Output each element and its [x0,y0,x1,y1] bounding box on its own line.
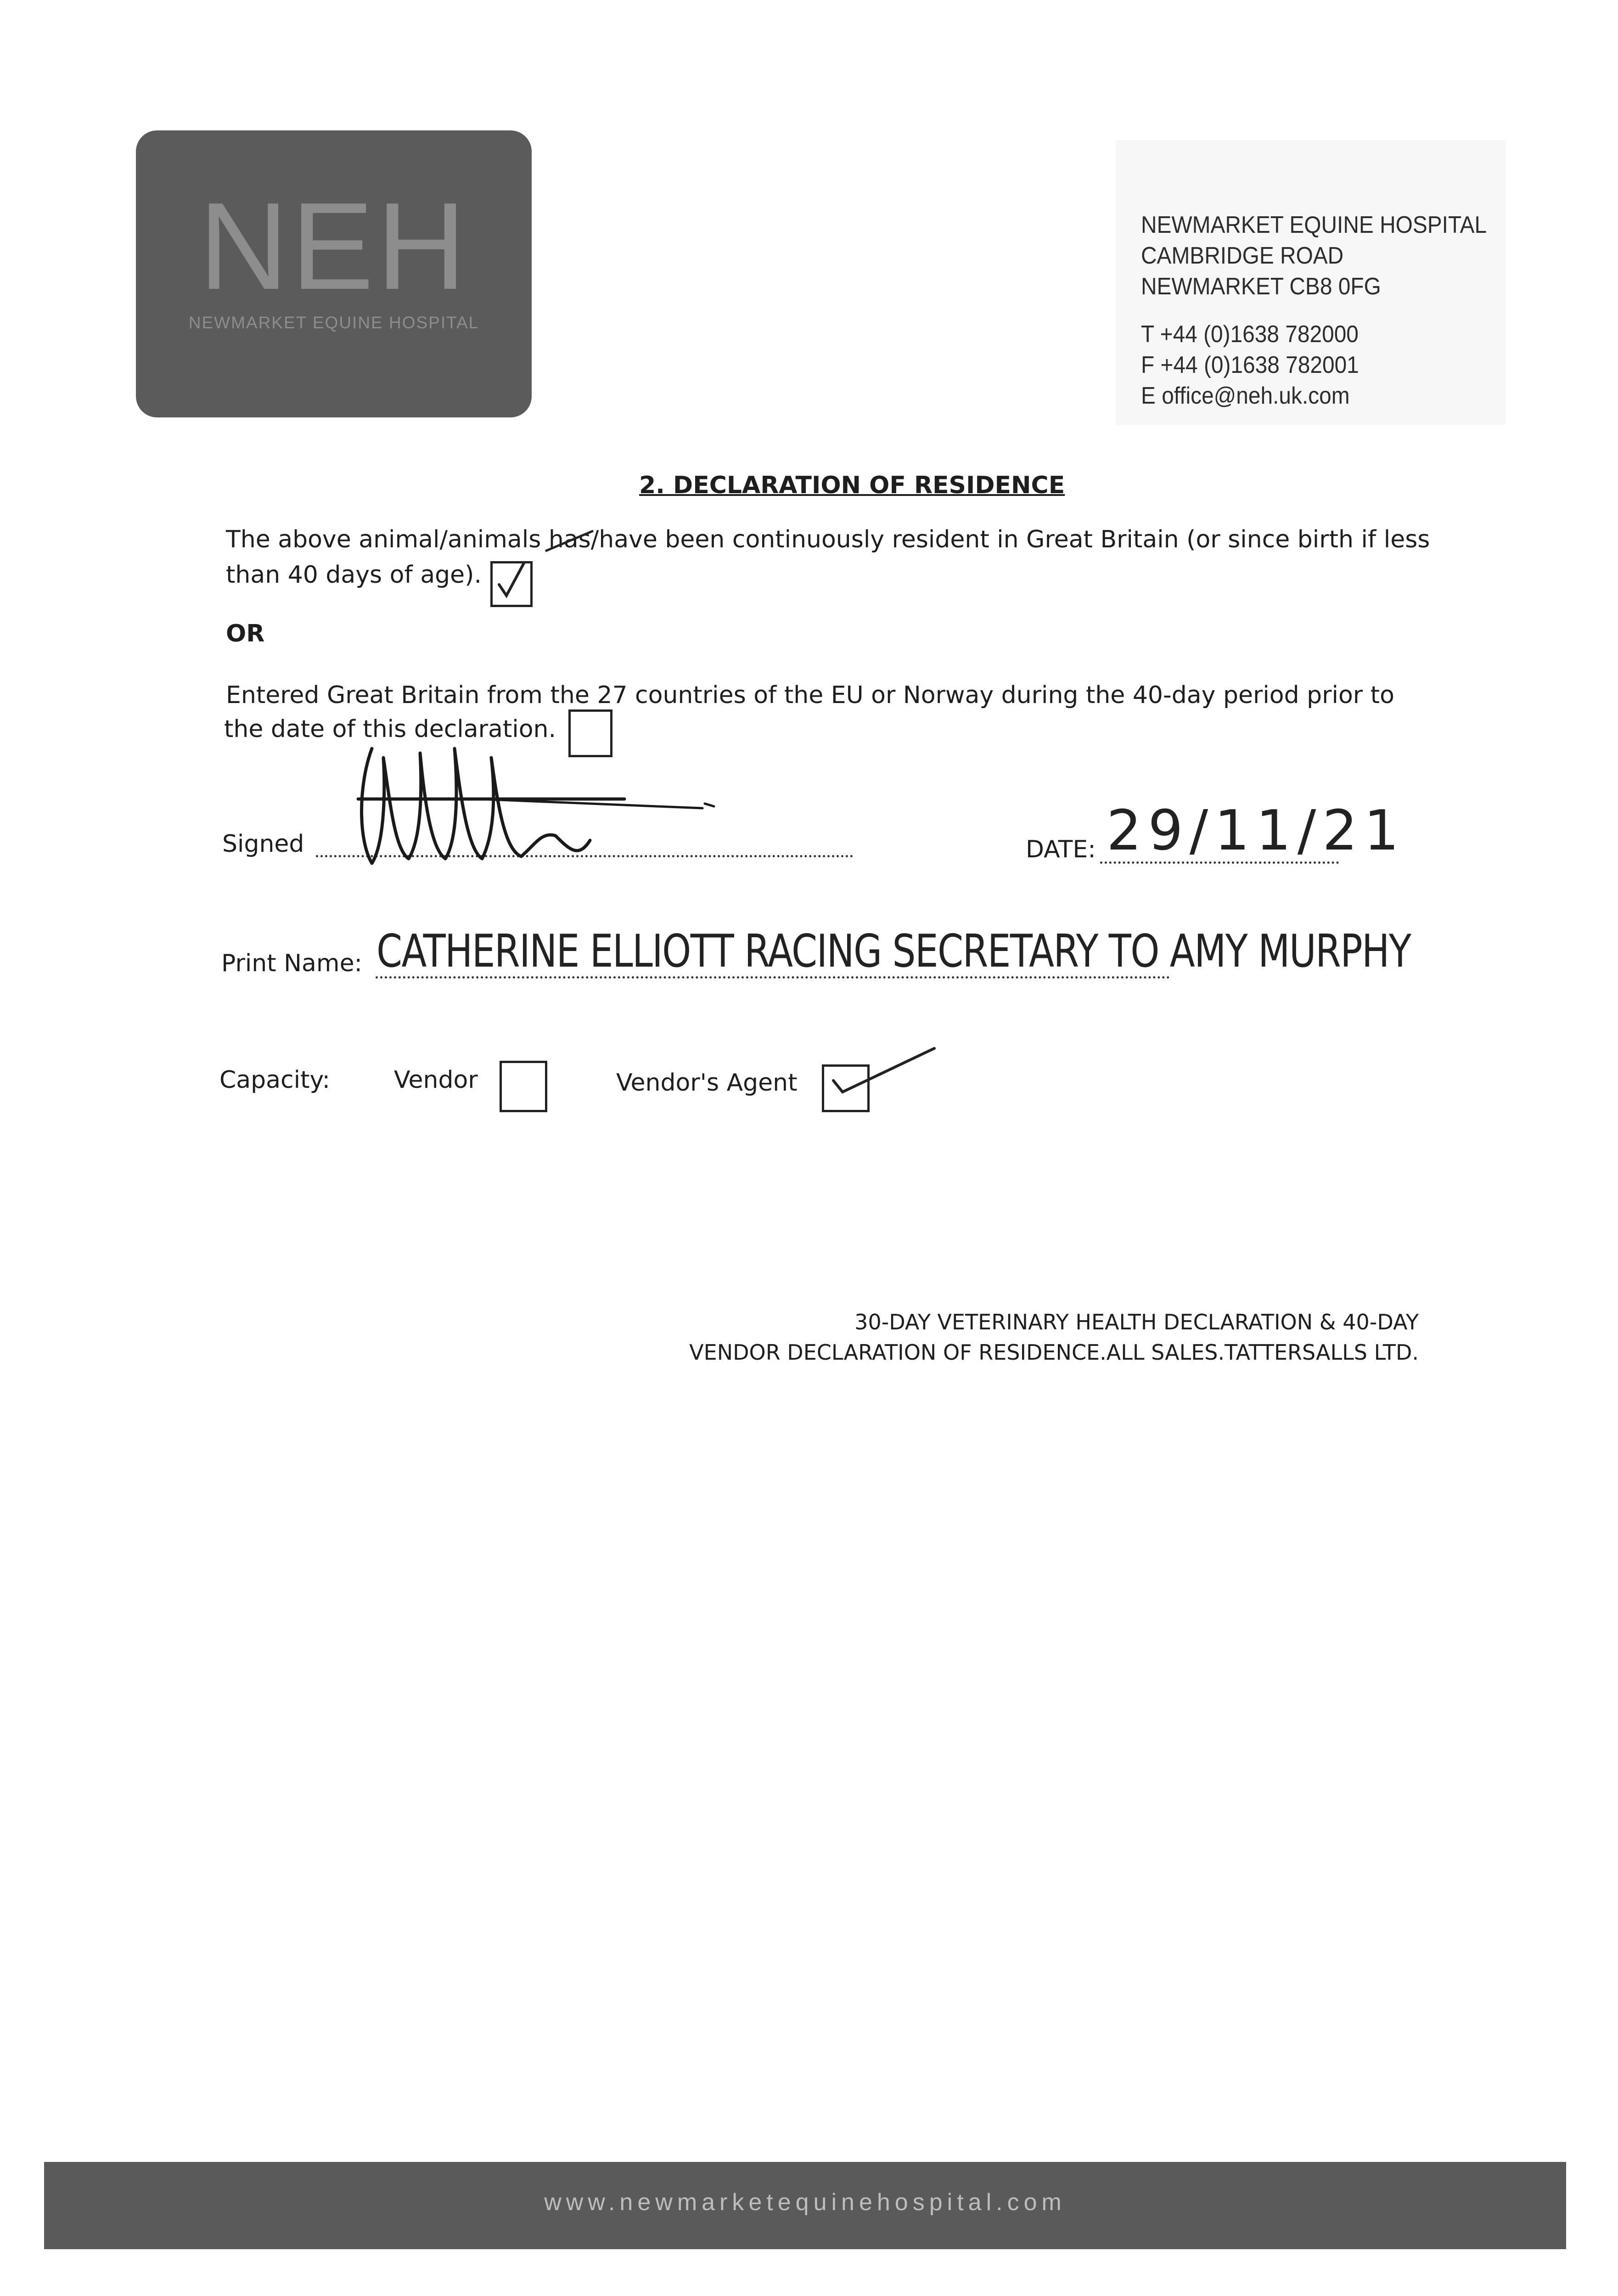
option1-text-line1: The above animal/animals has/have been continuously resident in Great Britain (or since birth if less [226,526,1430,553]
or-label: OR [226,620,265,647]
footer-bar [44,2162,1566,2249]
option1-checkbox[interactable] [490,561,533,607]
hospital-logo [136,130,532,417]
address-line-2: CAMBRIDGE ROAD [1141,242,1344,269]
strikethrough-mark [542,528,597,556]
address-block [1116,140,1506,425]
vendors-agent-checkbox[interactable] [822,1064,870,1112]
logo-subtitle: NEWMARKET EQUINE HOSPITAL [188,313,479,332]
vendor-label: Vendor [394,1066,478,1094]
signed-label: Signed [222,830,304,858]
vendor-checkbox[interactable] [500,1061,547,1112]
capacity-label: Capacity: [219,1066,330,1094]
phone-number: T +44 (0)1638 782000 [1141,321,1359,348]
print-name-label: Print Name: [221,950,363,977]
date-label: DATE: [1026,836,1096,863]
website-url: www.newmarketequinehospital.com [544,2189,1066,2216]
checkmark-icon [493,563,530,605]
address-line-1: NEWMARKET EQUINE HOSPITAL [1141,212,1487,238]
form-footer-line2: VENDOR DECLARATION OF RESIDENCE.ALL SALES.TATTERSALLS LTD. [689,1340,1419,1365]
handwritten-signature [340,730,730,877]
address-line-3: NEWMARKET CB8 0FG [1141,273,1381,300]
section-title: 2. DECLARATION OF RESIDENCE [639,472,1065,499]
vendors-agent-label: Vendor's Agent [616,1069,798,1097]
logo-mark: NEH [198,177,469,315]
checkmark-icon [824,1048,962,1094]
email-address: E office@neh.uk.com [1141,383,1350,409]
date-value: 29/11/21 [1107,799,1405,863]
fax-number: F +44 (0)1638 782001 [1141,352,1359,378]
option2-text-line1: Entered Great Britain from the 27 countries of the EU or Norway during the 40-day period prior to [226,681,1394,709]
option1-text-line2: than 40 days of age). [226,561,482,589]
form-footer-line1: 30-DAY VETERINARY HEALTH DECLARATION & 40-DAY [854,1310,1419,1334]
option2-text-line2: the date of this declaration. [224,715,556,743]
print-name-value: CATHERINE ELLIOTT RACING SECRETARY TO AMY MURPHY [376,925,1411,978]
